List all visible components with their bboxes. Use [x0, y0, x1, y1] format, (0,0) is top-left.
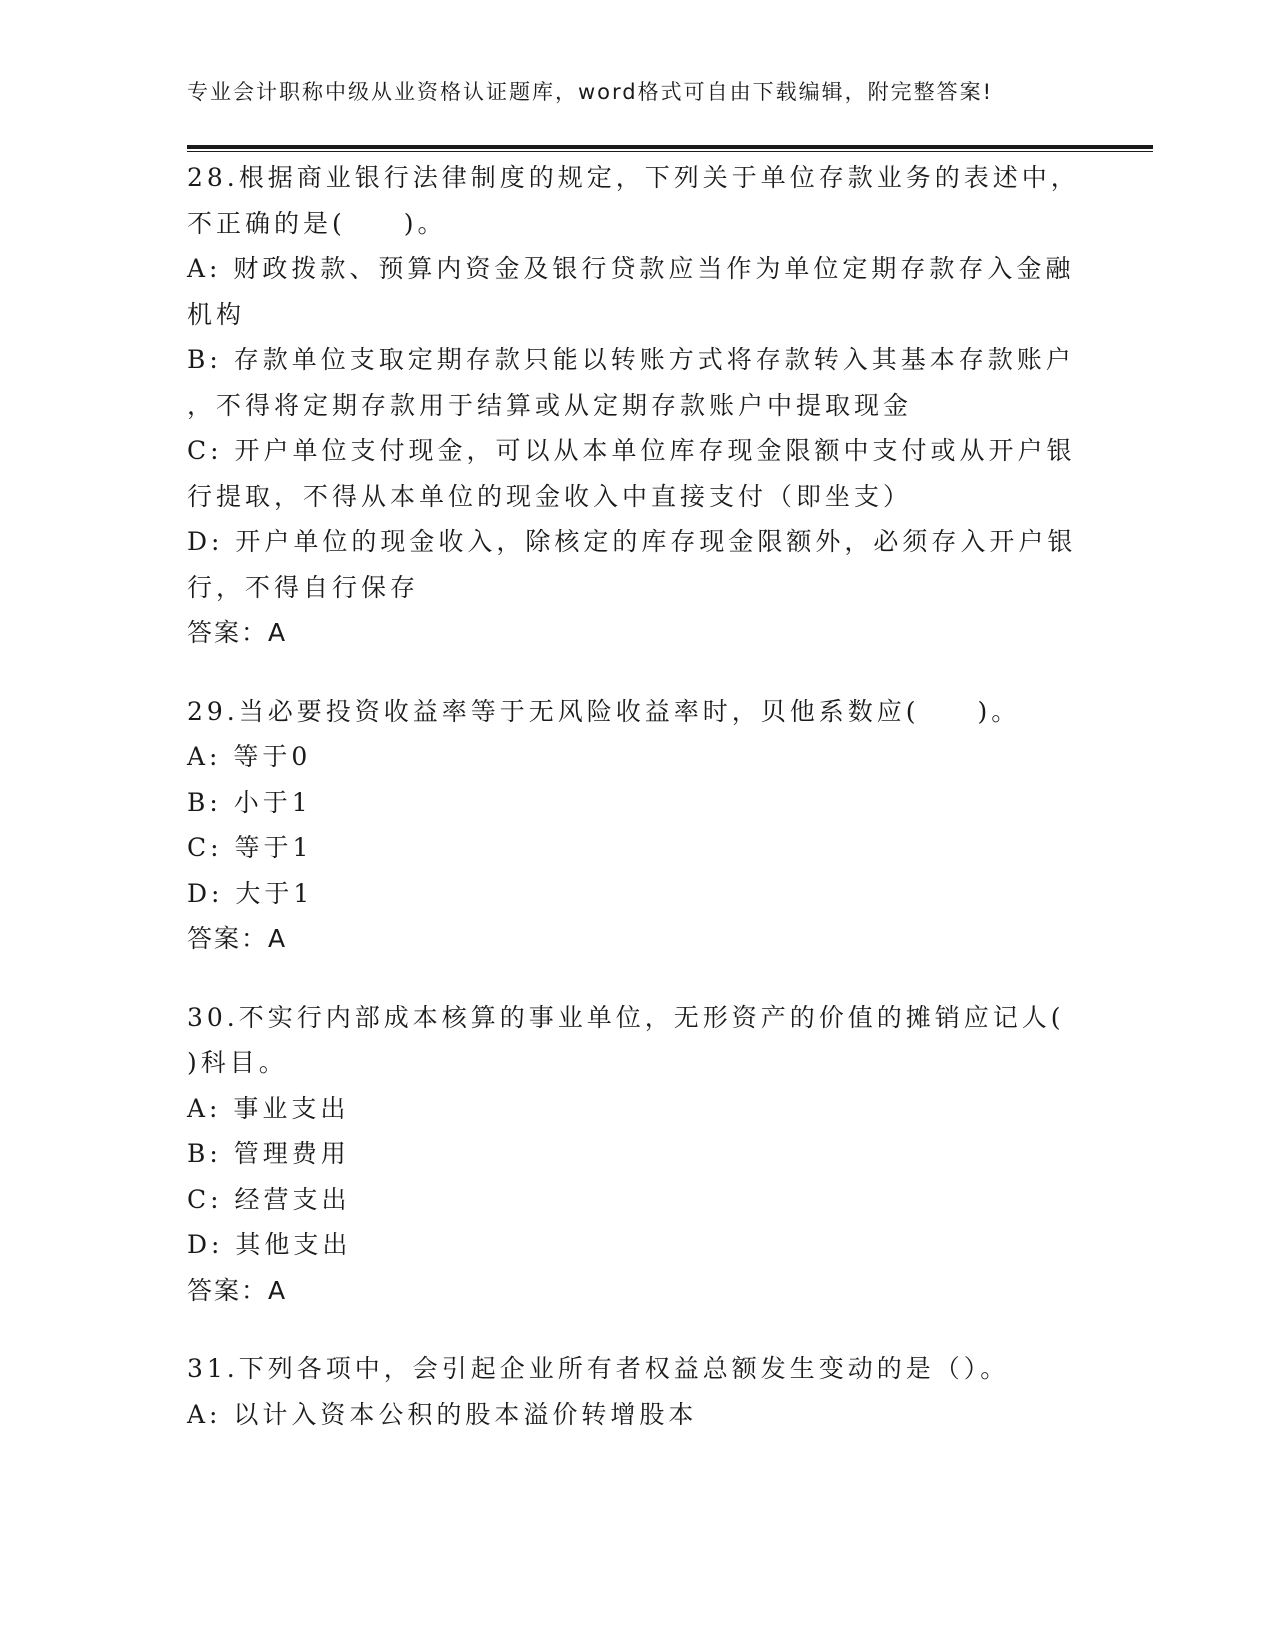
answer-label: 答案：A [187, 924, 288, 953]
option-a-line: A: 财政拨款、预算内资金及银行贷款应当作为单位定期存款存入金融 [187, 254, 1075, 283]
option-d-line: 行，不得自行保存 [187, 572, 420, 602]
question-stem-line: 30.不实行内部成本核算的事业单位，无形资产的价值的摊销应记人( [187, 1002, 1065, 1032]
option-a-line: A: 事业支出 [187, 1093, 350, 1123]
answer-label: 答案：A [187, 618, 288, 647]
page-header: 专业会计职称中级从业资格认证题库，word格式可自由下载编辑，附完整答案! [187, 80, 994, 104]
option-c-line: C: 开户单位支付现金，可以从本单位库存现金限额中支付或从开户银 [187, 436, 1076, 465]
header-divider-thin [187, 151, 1153, 152]
option-b-line: B: 管理费用 [187, 1139, 350, 1168]
option-c-line: 行提取，不得从本单位的现金收入中直接支付（即坐支） [187, 481, 913, 511]
option-b-line: ，不得将定期存款用于结算或从定期存款账户中提取现金 [187, 390, 913, 420]
question-stem-line: 不正确的是( )。 [187, 208, 447, 238]
question-stem-line: 29.当必要投资收益率等于无风险收益率时，贝他系数应( )。 [187, 696, 1021, 726]
question-30 [187, 995, 1087, 1314]
question-31 [187, 1346, 1087, 1437]
header-divider-thick [187, 145, 1153, 149]
option-d-line: D: 大于1 [187, 878, 314, 908]
option-a-line: A: 等于0 [187, 742, 312, 771]
answer-label: 答案：A [187, 1275, 288, 1305]
question-stem-line: )科目。 [187, 1048, 288, 1077]
option-d-line: D: 其他支出 [187, 1230, 352, 1259]
question-stem-line: 28.根据商业银行法律制度的规定，下列关于单位存款业务的表述中， [187, 163, 1080, 192]
option-c-line: C: 等于1 [187, 833, 313, 862]
question-list [187, 155, 1087, 1470]
question-stem-line: 31.下列各项中，会引起企业所有者权益总额发生变动的是（）。 [187, 1354, 1010, 1383]
option-d-line: D: 开户单位的现金收入，除核定的库存现金限额外，必须存入开户银 [187, 527, 1077, 556]
option-a-line: 机构 [187, 299, 246, 329]
question-29 [187, 689, 1087, 962]
option-c-line: C: 经营支出 [187, 1184, 351, 1214]
option-a-line: A: 以计入资本公积的股本溢价转增股本 [187, 1399, 698, 1429]
question-28 [187, 155, 1087, 656]
option-b-line: B: 小于1 [187, 787, 312, 817]
option-b-line: B: 存款单位支取定期存款只能以转账方式将存款转入其基本存款账户 [187, 345, 1075, 374]
